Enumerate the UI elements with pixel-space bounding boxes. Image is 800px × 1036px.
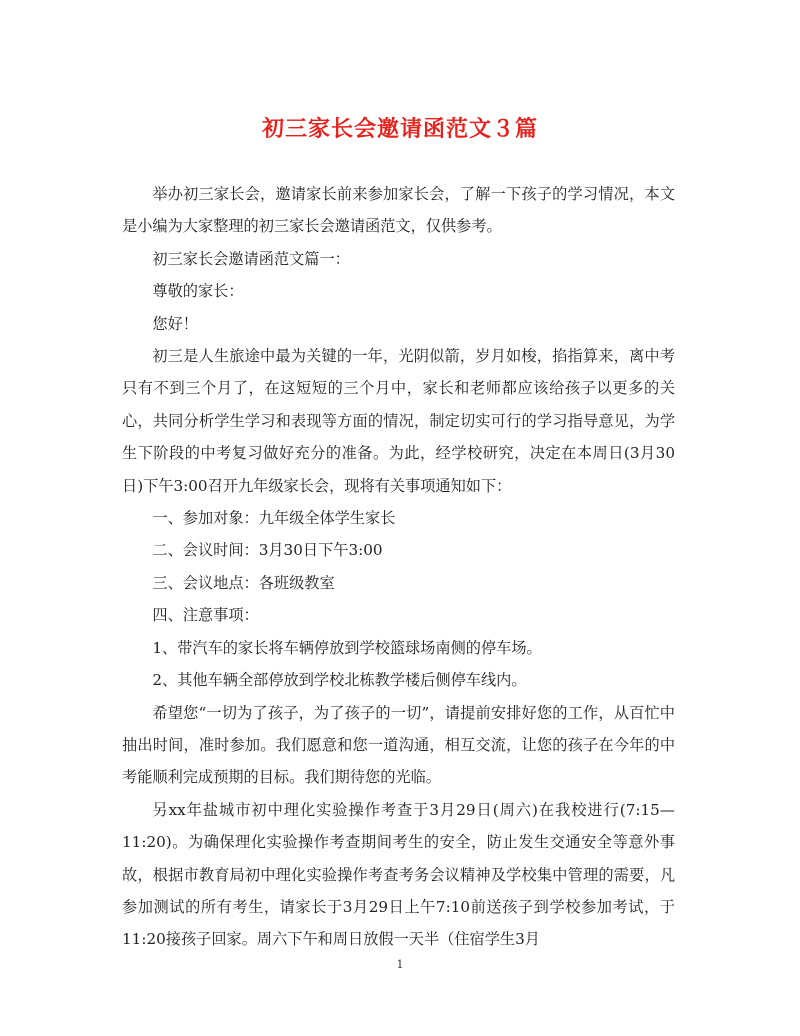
salutation: 尊敬的家长： <box>152 282 244 301</box>
document-body <box>122 178 675 956</box>
note-item-other-vehicles: 2、其他车辆全部停放到学校北栋教学楼后侧停车线内。 <box>152 671 527 690</box>
closing-paragraph: 希望您“一切为了孩子，为了孩子的一切”，请提前安排好您的工作，从百忙中抽出时间，准时参加。我们愿意和您一道沟通，相互交流，让您的孩子在今年的中考能顺利完成预期的目标。我们期待您的光临。 <box>122 703 675 787</box>
list-item-attendees: 一、参加对象：九年级全体学生家长 <box>152 509 396 528</box>
note-item-cars: 1、带汽车的家长将车辆停放到学校篮球场南侧的停车场。 <box>152 638 542 657</box>
intro-paragraph: 举办初三家长会，邀请家长前来参加家长会，了解一下孩子的学习情况，本文是小编为大家整理的初三家长会邀请函范文，仅供参考。 <box>122 185 675 236</box>
list-item-notes: 四、注意事项： <box>152 606 259 625</box>
greeting: 您好！ <box>152 314 198 333</box>
body-paragraph: 初三是人生旅途中最为关键的一年，光阴似箭，岁月如梭，掐指算来，离中考只有不到三个月了，在这短短的三个月中，家长和老师都应该给孩子以更多的关心，共同分析学生学习和表现等方面的情况，制定切实可行的学习指导意见，为学生下阶段的中考复习做好充分的准备。为此，经学校研究，决定在本周日(3月30日)下午3:00召开九年级家长会，现将有关事项通知如下： <box>122 347 675 495</box>
page-number: 1 <box>396 958 404 971</box>
exam-notice-paragraph: 另xx年盐城市初中理化实验操作考查于3月29日(周六)在我校进行(7:15—11:20)。为确保理化实验操作考查期间考生的安全，防止发生交通安全等意外事故，根据市教育局初中理化实验操作考查考务会议精神及学校集中管理的需要，凡参加测试的所有考生，请家长于3月29日上午7:10前送孩子到学校参加考试，于11:20接孩子回家。周六下午和周日放假一天半（住宿学生3月 <box>122 800 675 949</box>
section-heading: 初三家长会邀请函范文篇一： <box>152 249 350 268</box>
list-item-time: 二、会议时间：3月30日下午3:00 <box>152 541 383 560</box>
list-item-location: 三、会议地点：各班级教室 <box>152 573 335 592</box>
document-title: 初三家长会邀请函范文３篇 <box>261 116 538 142</box>
